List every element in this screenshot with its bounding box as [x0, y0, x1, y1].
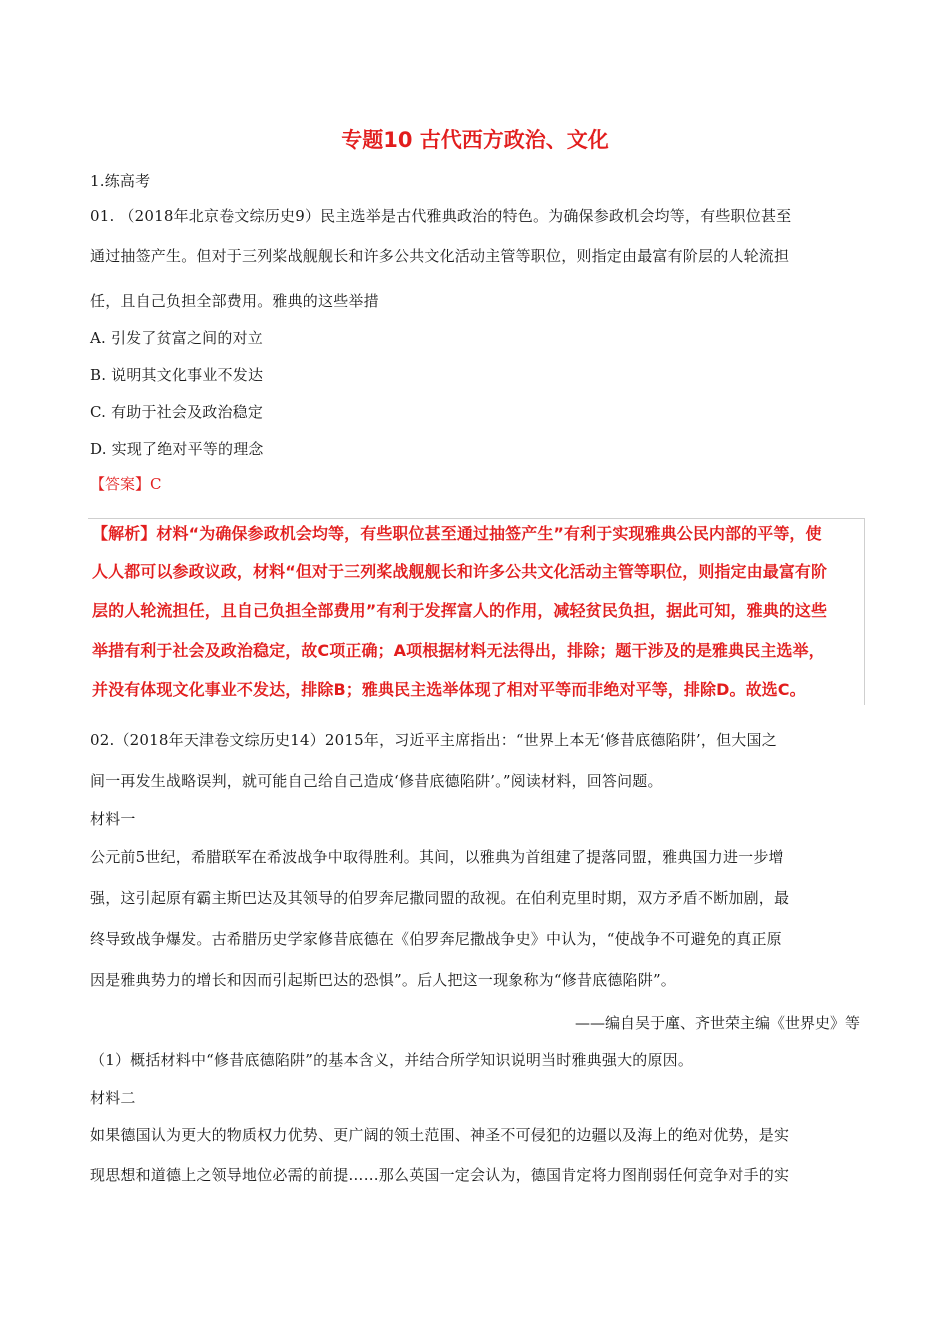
section-heading: 1.练高考 — [90, 172, 151, 190]
q2-question-1: （1）概括材料中“修昔底德陷阱”的基本含义，并结合所学知识说明当时雅典强大的原因。 — [90, 1051, 694, 1069]
analysis-line: 层的人轮流担任，且自己负担全部费用”有利于发挥富人的作用，减轻贫民负担，据此可知，雅典的这些 — [92, 601, 828, 620]
material1-line: 公元前5世纪，希腊联军在希波战争中取得胜利。其间，以雅典为首组建了提落同盟，雅典国力进一步增 — [90, 848, 784, 866]
q1-option-b: B. 说明其文化事业不发达 — [90, 366, 264, 384]
q1-stem-line: 01. （2018年北京卷文综历史9）民主选举是古代雅典政治的特色。为确保参政机会均等，有些职位甚至 — [90, 207, 792, 225]
q1-option-c: C. 有助于社会及政治稳定 — [90, 403, 264, 421]
analysis-line: 举措有利于社会及政治稳定，故C项正确；A项根据材料无法得出，排除；题干涉及的是雅典民主选举， — [92, 641, 825, 660]
analysis-line: 并没有体现文化事业不发达，排除B；雅典民主选举体现了相对平等而非绝对平等，排除D。故选C。 — [92, 680, 806, 699]
q2-intro-line: 02.（2018年天津卷文综历史14）2015年，习近平主席指出：“世界上本无‘修昔底德陷阱’，但大国之 — [90, 731, 777, 749]
analysis-line: 人人都可以参政议政，材料“但对于三列桨战舰舰长和许多公共文化活动主管等职位，则指定由最富有阶 — [92, 562, 828, 581]
material2-label: 材料二 — [90, 1089, 136, 1107]
q1-stem-line: 通过抽签产生。但对于三列桨战舰舰长和许多公共文化活动主管等职位，则指定由最富有阶层的人轮流担 — [90, 247, 790, 265]
material1-label: 材料一 — [90, 810, 136, 828]
material1-line: 强，这引起原有霸主斯巴达及其领导的伯罗奔尼撒同盟的敌视。在伯利克里时期，双方矛盾不断加剧，最 — [90, 889, 790, 907]
q2-intro-line: 间一再发生战略误判，就可能自己给自己造成‘修昔底德陷阱’。”阅读材料，回答问题。 — [90, 772, 663, 790]
q1-option-d: D. 实现了绝对平等的理念 — [90, 440, 264, 458]
analysis-line: 【解析】材料“为确保参政机会均等，有些职位甚至通过抽签产生”有利于实现雅典公民内部的平等，使 — [92, 524, 822, 543]
material1-line: 终导致战争爆发。古希腊历史学家修昔底德在《伯罗奔尼撒战争史》中认为，“使战争不可避免的真正原 — [90, 930, 782, 948]
q1-stem-line: 任，且自己负担全部费用。雅典的这些举措 — [90, 292, 379, 310]
material2-line: 如果德国认为更大的物质权力优势、更广阔的领土范围、神圣不可侵犯的边疆以及海上的绝对优势，是实 — [90, 1126, 790, 1144]
page-title: 专题10 古代西方政治、文化 — [341, 128, 609, 152]
material1-source: ——编自吴于廑、齐世荣主编《世界史》等 — [574, 1014, 860, 1032]
q1-option-a: A. 引发了贫富之间的对立 — [90, 329, 263, 347]
q1-answer: 【答案】C — [90, 475, 162, 493]
material2-line: 现思想和道德上之领导地位必需的前提……那么英国一定会认为，德国肯定将力图削弱任何竞争对手的实 — [90, 1166, 790, 1184]
material1-line: 因是雅典势力的增长和因而引起斯巴达的恐惧”。后人把这一现象称为“修昔底德陷阱”。 — [90, 971, 677, 989]
